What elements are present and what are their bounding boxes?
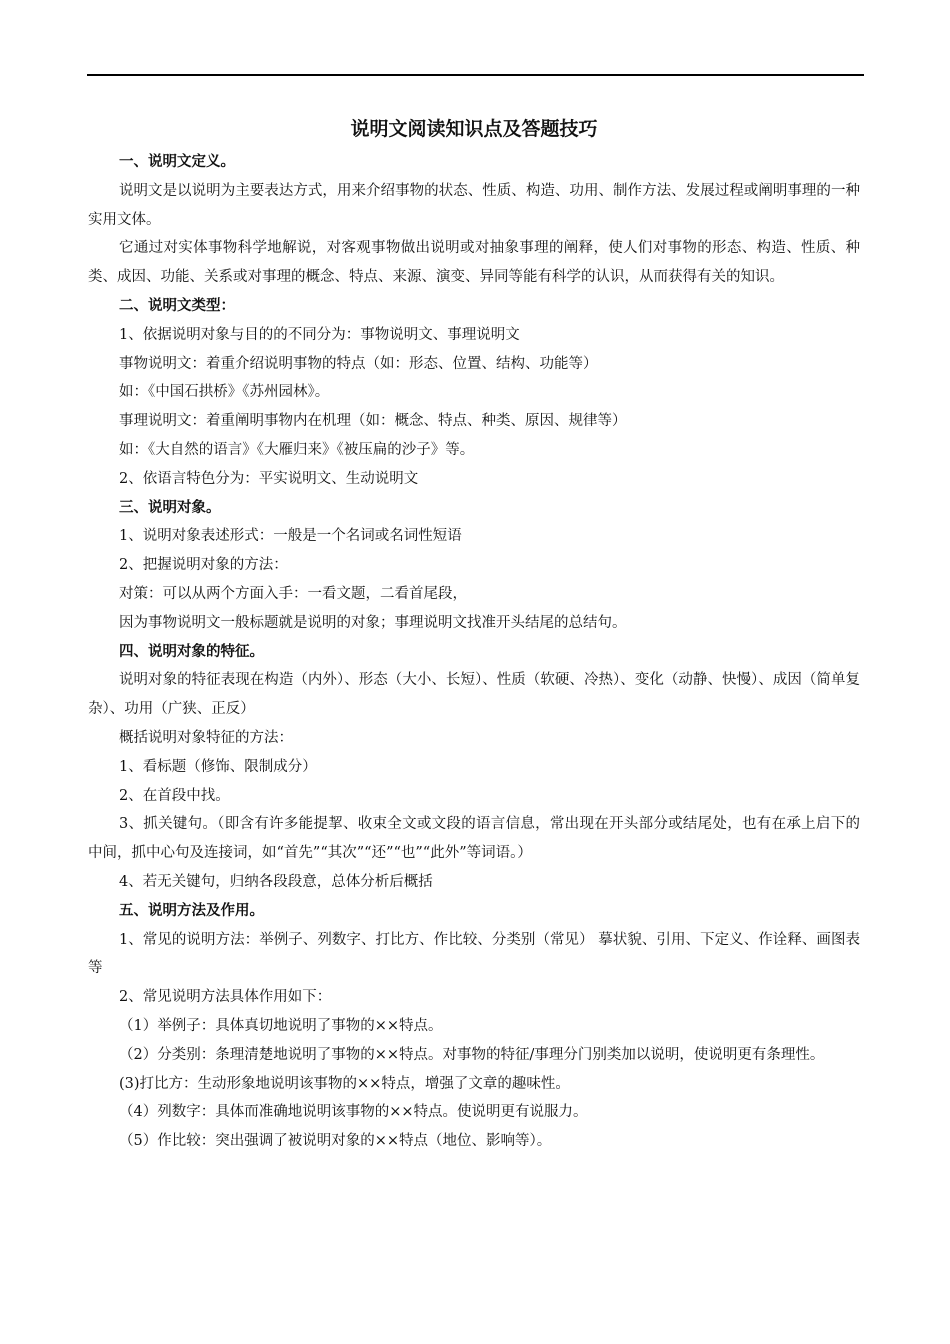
paragraph: 如：《中国石拱桥》《苏州园林》。 — [119, 384, 330, 401]
section-heading: 一、说明文定义。 — [119, 154, 235, 170]
section-heading: 三、说明对象。 — [119, 499, 221, 516]
paragraph: 1、看标题（修饰、限制成分） — [119, 758, 317, 775]
paragraph: 1、常见的说明方法：举例子、列数字、打比方、作比较、分类别（常见） 摹状貌、引用、下定义、作诠释、画图表等 — [88, 931, 860, 977]
paragraph: 如：《大自然的语言》《大雁归来》《被压扁的沙子》等。 — [119, 441, 475, 458]
document-lines — [88, 148, 860, 1156]
paragraph: 2、把握说明对象的方法： — [119, 557, 288, 574]
section-heading: 二、说明文类型： — [119, 297, 235, 314]
paragraph: 4、若无关键句，归纳各段段意，总体分析后概括 — [119, 873, 433, 890]
paragraph: 事物说明文：着重介绍说明事物的特点（如：形态、位置、结构、功能等） — [119, 355, 598, 372]
paragraph: 说明对象的特征表现在构造（内外）、形态（大小、长短）、性质（软硬、冷热）、变化（动静、快慢）、成因（简单复杂）、功用（广狭、正反） — [88, 672, 860, 718]
paragraph: 3、抓关键句。（即含有许多能提挈、收束全文或文段的语言信息，常出现在开头部分或结尾处，也有在承上启下的中间，抓中心句及连接词，如“首先”“其次”“还”“也”“此外”等词语。） — [88, 816, 860, 862]
paragraph: 2、在首段中找。 — [119, 787, 230, 804]
paragraph: 它通过对实体事物科学地解说，对客观事物做出说明或对抽象事理的阐释，使人们对事物的形态、构造、性质、种类、成因、功能、关系或对事理的概念、特点、来源、演变、异同等能有科学的认识，从而获得有关的知识。 — [88, 240, 860, 286]
paragraph: 因为事物说明文一般标题就是说明的对象；事理说明文找准开头结尾的总结句。 — [119, 614, 627, 631]
paragraph: (3)打比方：生动形象地说明该事物的××特点，增强了文章的趣味性。 — [119, 1075, 570, 1092]
document-title: 说明文阅读知识点及答题技巧 — [350, 118, 598, 140]
paragraph: （1）举例子：具体真切地说明了事物的××特点。 — [119, 1017, 443, 1034]
paragraph: 1、依据说明对象与目的的不同分为：事物说明文、事理说明文 — [119, 326, 520, 343]
paragraph: 概括说明对象特征的方法： — [119, 729, 293, 746]
paragraph: 对策：可以从两个方面入手：一看文题，二看首尾段， — [119, 585, 467, 602]
document-body — [88, 114, 860, 1156]
paragraph: 说明文是以说明为主要表达方式，用来介绍事物的状态、性质、构造、功用、制作方法、发展过程或阐明事理的一种实用文体。 — [88, 182, 860, 228]
section-heading: 四、说明对象的特征。 — [119, 643, 264, 660]
paragraph: （5）作比较：突出强调了被说明对象的××特点（地位、影响等）。 — [119, 1133, 552, 1150]
paragraph: 1、说明对象表述形式：一般是一个名词或名词性短语 — [119, 528, 462, 545]
paragraph: 2、依语言特色分为：平实说明文、生动说明文 — [119, 470, 419, 487]
header-rule — [87, 74, 864, 76]
paragraph: 事理说明文：着重阐明事物内在机理（如：概念、特点、种类、原因、规律等） — [119, 413, 627, 430]
paragraph: 2、常见说明方法具体作用如下： — [119, 989, 332, 1006]
paragraph: （2）分类别：条理清楚地说明了事物的××特点。对事物的特征/事理分门别类加以说明，使说明更有条理性。 — [119, 1046, 825, 1063]
paragraph: （4）列数字：具体而准确地说明该事物的××特点。使说明更有说服力。 — [119, 1104, 588, 1121]
section-heading: 五、说明方法及作用。 — [119, 902, 264, 919]
